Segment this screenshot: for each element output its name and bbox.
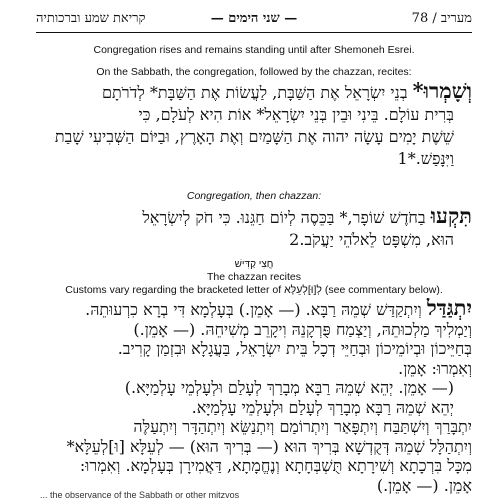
page-header <box>36 10 472 32</box>
instruction-half-kaddish: חֲצִי קַדִּישׁ The chazzan recites <box>207 259 301 283</box>
instruction-customs: Customs vary regarding the bracketed letter of לְ[וּ]לְעֵלָּא (see commentary below). <box>65 284 443 296</box>
tiku-paragraph: תִּקְעוּ בַחֹדֶשׁ שׁוֹפָר,* בַּכֵּסֶה לְיוֹם חַגֵּנוּ. כִּי חֹק לְיִשְׂרָאֵל הוּא, מִשְׁפָּט לֵאלֹהֵי יַעֲקֹב.2 <box>142 205 472 249</box>
veshamru-first-word: וְשָׁמְרוּ* <box>412 80 472 103</box>
header-rule <box>36 32 472 33</box>
instruction-sabbath: On the Sabbath, the congregation, followed by the chazzan, recites: <box>96 66 412 78</box>
header-section-title: קריאת שמע וברכותיה <box>36 11 146 26</box>
kaddish-paragraph: יִתְגַּדַּל וְיִתְקַדַּשׁ שְׁמֵהּ רַבָּא. (— אָמֵן.) בְּעָלְמָא דִּי בְרָא כִרְעוּתֵהּ. וְיַמְלִיךְ מַלְכוּתֵהּ, וְיַצְמַח פֻּרְקָנֵהּ וִיקָרֵב מְשִׁיחֵהּ. (— אָמֵן.) בְּחַיֵּיכוֹן וּבְיוֹמֵיכוֹן וּבְחַיֵּי דְכָל בֵּית יִשְׂרָאֵל, בַּעֲגָלָא וּבִזְמַן קָרִיב. וְאִמְרוּ: אָמֵן. (— אָמֵן. יְהֵא שְׁמֵהּ רַבָּא מְבָרַךְ לְעָלַם וּלְעָלְמֵי עָלְמַיָּא.) יְהֵא שְׁמֵהּ רַבָּא מְבָרַךְ לְעָלַם וּלְעָלְמֵי עָלְמַיָּא. יִתְבָּרַךְ וְיִשְׁתַּבַּח וְיִתְפָּאַר וְיִתְרוֹמַם וְיִתְנַשֵּׂא וְיִתְהַדָּר וְיִתְעַלֶּה וְיִתְהַלָּל שְׁמֵהּ דְּקֻדְשָׁא בְּרִיךְ הוּא (— בְּרִיךְ הוּא) — לְעֵלָּא [וּ]לְעֵלָּא* מִכָּל בִּרְכָתָא וְשִׁירָתָא תֻּשְׁבְּחָתָא וְנֶחֱמָתָא, דַּאֲמִירָן בְּעָלְמָא. וְאִמְרוּ: אָמֵן. (— אָמֵן.) <box>40 298 472 495</box>
page-number: 78 / מעריב <box>411 11 472 26</box>
page-footer-snippet: ... the observance of the Sabbath or other mitzvos <box>40 490 240 500</box>
instruction-congregation-chazzan: Congregation, then chazzan: <box>186 190 322 202</box>
veshamru-paragraph: וְשָׁמְרוּ* בְנֵי יִשְׂרָאֵל אֶת הַשַּׁבָּת, לַעֲשׂוֹת אֶת הַשַּׁבָּת* לְדֹרֹתָם בְּרִית עוֹלָם. בֵּינִי וּבֵין בְּנֵי יִשְׂרָאֵל* אוֹת הִיא לְעֹלָם, כִּי שֵׁשֶׁת יָמִים עָשָׂה יהוה אֶת הַשָּׁמַיִם וְאֶת הָאָרֶץ, וּבַיּוֹם הַשְּׁבִיעִי שָׁבַת וַיִּנָּפַשׁ.*1 <box>54 80 472 168</box>
kaddish-first-word: יִתְגַּדַּל <box>426 298 472 320</box>
tiku-first-word: תִּקְעוּ <box>430 205 472 228</box>
header-center-title: — שני הימים — <box>210 11 298 26</box>
instruction-rise: Congregation rises and remains standing until after Shemoneh Esrei. <box>93 44 415 56</box>
